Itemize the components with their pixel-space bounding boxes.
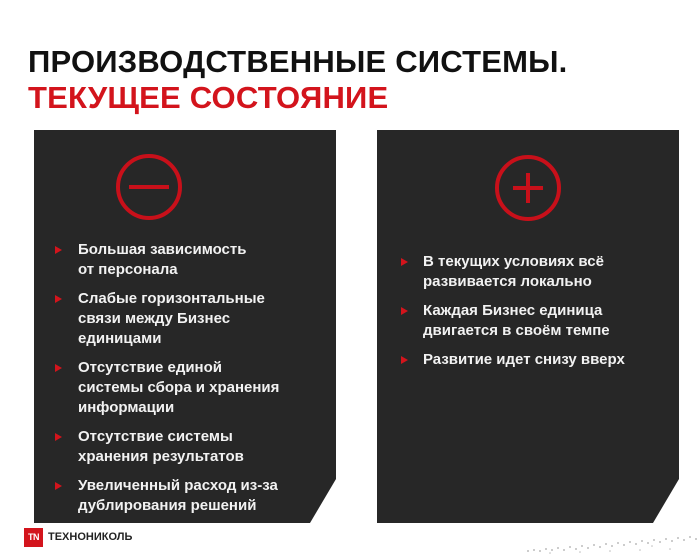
plus-circle-icon bbox=[495, 155, 561, 221]
logo-text: ТЕХНОНИКОЛЬ bbox=[48, 531, 133, 543]
bullet-arrow-icon bbox=[401, 356, 408, 364]
minus-circle-icon bbox=[116, 154, 182, 220]
bullet-arrow-icon bbox=[55, 295, 62, 303]
slide-subtitle: ТЕКУЩЕЕ СОСТОЯНИЕ bbox=[28, 80, 389, 115]
positive-list bbox=[398, 252, 668, 379]
list-item: Увеличенный расход из-за дублирования решений bbox=[52, 476, 322, 516]
list-item: Отсутствие системы хранения результатов bbox=[52, 427, 322, 467]
company-logo bbox=[24, 526, 132, 548]
list-item: Развитие идет снизу вверх bbox=[398, 350, 668, 370]
bullet-arrow-icon bbox=[55, 364, 62, 372]
bullet-arrow-icon bbox=[55, 433, 62, 441]
dotted-skyline-decoration bbox=[520, 524, 700, 554]
list-item: Каждая Бизнес единица двигается в своём темпе bbox=[398, 301, 668, 341]
slide-title: ПРОИЗВОДСТВЕННЫЕ СИСТЕМЫ. bbox=[28, 44, 568, 79]
list-item: В текущих условиях всё развивается локально bbox=[398, 252, 668, 292]
bullet-arrow-icon bbox=[401, 307, 408, 315]
bullet-arrow-icon bbox=[55, 482, 62, 490]
bullet-arrow-icon bbox=[401, 258, 408, 266]
list-item: Большая зависимость от персонала bbox=[52, 240, 322, 280]
negative-list bbox=[52, 240, 322, 525]
list-item: Отсутствие единой системы сбора и хранения информации bbox=[52, 358, 322, 418]
list-item: Слабые горизонтальные связи между Бизнес единицами bbox=[52, 289, 322, 349]
logo-mark-icon: TN bbox=[24, 528, 43, 547]
bullet-arrow-icon bbox=[55, 246, 62, 254]
